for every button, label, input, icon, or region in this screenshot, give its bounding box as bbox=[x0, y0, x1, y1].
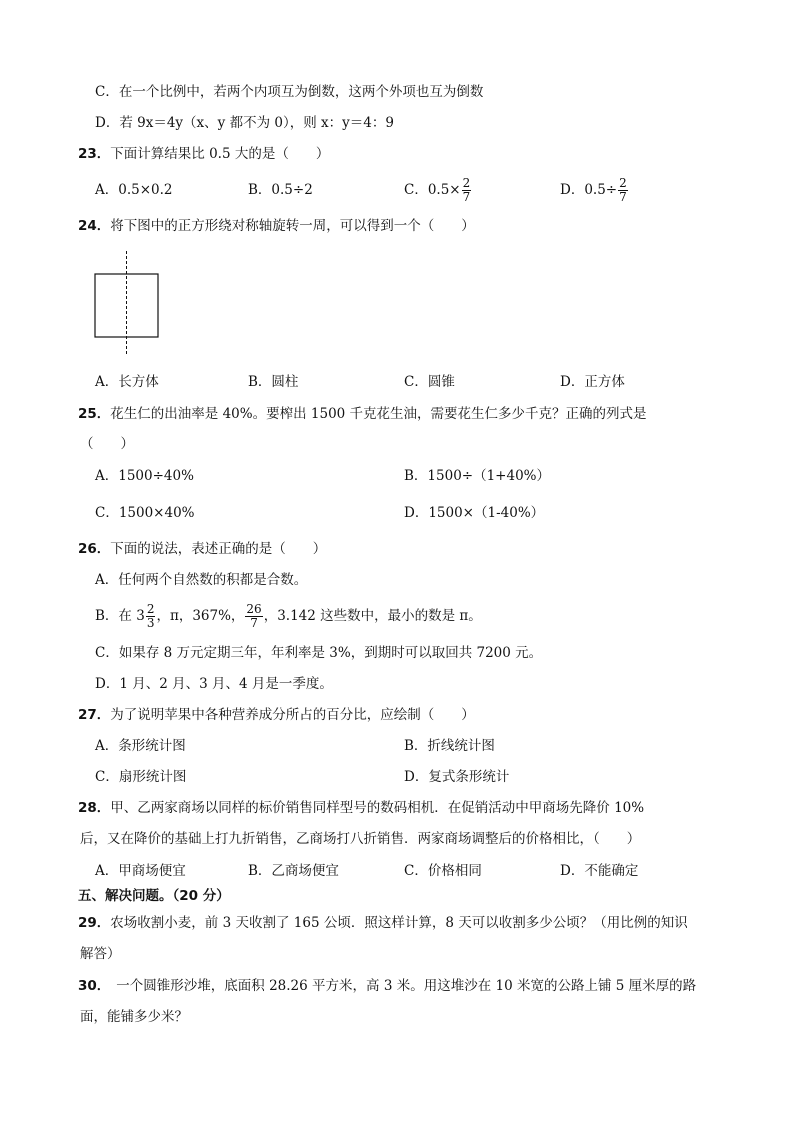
q28-number: 28． bbox=[78, 800, 111, 816]
q26-option-d: D．1 月、2 月、3 月、4 月是一季度。 bbox=[95, 676, 333, 692]
q30-text: 一个圆锥形沙堆，底面积 28.26 平方米，高 3 米。用这堆沙在 10 米宽的公路上铺 5 厘米厚的路 bbox=[116, 978, 697, 994]
q26-option-c: C．如果存 8 万元定期三年，年利率是 3%，到期时可以取回共 7200 元。 bbox=[95, 645, 543, 661]
q25-text: 花生仁的出油率是 40%。要榨出 1500 千克花生油，需要花生仁多少千克？正确的列式是 bbox=[110, 406, 647, 422]
q22-option-d: D．若 9x＝4y（x、y 都不为 0），则 x：y＝4：9 bbox=[95, 115, 394, 131]
square-with-axis-figure bbox=[90, 247, 170, 359]
q23-option-d bbox=[560, 172, 629, 208]
q27-text: 为了说明苹果中各种营养成分所占的百分比，应绘制（ ） bbox=[110, 707, 475, 723]
q27-option-b: B．折线统计图 bbox=[404, 738, 495, 754]
q26-option-b bbox=[95, 598, 482, 634]
q23-text: 下面计算结果比 0.5 大的是（ ） bbox=[110, 146, 330, 162]
q25-option-c: C．1500×40% bbox=[95, 505, 195, 521]
q26-option-b-fraction-1: $\frac{2}{3}$ bbox=[146, 602, 155, 630]
q23-option-d-fraction: $\frac{2}{7}$ bbox=[619, 176, 627, 204]
q24-option-a: A．长方体 bbox=[95, 374, 159, 390]
q26-number: 26． bbox=[78, 541, 111, 557]
q27-number: 27． bbox=[78, 707, 111, 723]
q23-stem bbox=[78, 144, 329, 164]
q24-option-b: B．圆柱 bbox=[248, 374, 299, 390]
q25-stem-cont: （ ） bbox=[80, 436, 134, 452]
q26-option-b-prefix: B．在 3 bbox=[95, 608, 145, 624]
q27-option-d: D．复式条形统计 bbox=[404, 769, 510, 785]
q23-option-c bbox=[404, 172, 472, 208]
q24-number: 24． bbox=[78, 218, 111, 234]
q30-stem-cont: 面，能铺多少米？ bbox=[80, 1009, 188, 1025]
q23-number: 23． bbox=[78, 146, 111, 162]
q28-text: 甲、乙两家商场以同样的标价销售同样型号的数码相机．在促销活动中甲商场先降价 10% bbox=[110, 800, 645, 816]
q28-stem-cont: 后，又在降价的基础上打九折销售，乙商场打八折销售．两家商场调整后的价格相比，（ ） bbox=[80, 831, 641, 847]
q25-option-a: A．1500÷40% bbox=[95, 468, 194, 484]
q26-stem bbox=[78, 539, 326, 559]
q29-stem-cont: 解答） bbox=[80, 946, 121, 962]
q26-text: 下面的说法，表述正确的是（ ） bbox=[110, 541, 327, 557]
q26-option-b-middle: ，π，367%， bbox=[156, 608, 245, 624]
q24-text: 将下图中的正方形绕对称轴旋转一周，可以得到一个（ ） bbox=[110, 218, 475, 234]
q25-option-d: D．1500×（1-40%） bbox=[404, 505, 545, 521]
q28-option-c: C．价格相同 bbox=[404, 863, 482, 879]
q30-stem bbox=[78, 976, 696, 996]
q28-option-d: D．不能确定 bbox=[560, 863, 639, 879]
q22-option-c: C．在一个比例中，若两个内项互为倒数，这两个外项也互为倒数 bbox=[95, 84, 484, 100]
section-5-heading: 五、解决问题。（20 分） bbox=[78, 888, 230, 904]
q28-option-b: B．乙商场便宜 bbox=[248, 863, 339, 879]
q25-number: 25． bbox=[78, 406, 111, 422]
q26-option-b-suffix: ，3.142 这些数中，最小的数是 π。 bbox=[263, 608, 482, 624]
q27-option-a: A．条形统计图 bbox=[95, 738, 186, 754]
q30-number: 30． bbox=[78, 978, 111, 994]
q28-option-a: A．甲商场便宜 bbox=[95, 863, 186, 879]
q26-option-a: A．任何两个自然数的积都是合数。 bbox=[95, 572, 308, 588]
q29-text: 农场收割小麦，前 3 天收割了 165 公顷．照这样计算，8 天可以收割多少公顷？（用比例的知识 bbox=[110, 915, 688, 931]
q25-stem bbox=[78, 404, 647, 424]
q23-option-d-prefix: D．0.5÷ bbox=[560, 182, 618, 198]
q29-number: 29． bbox=[78, 915, 111, 931]
q23-option-a: A．0.5×0.2 bbox=[95, 182, 173, 198]
q23-option-c-prefix: C．0.5× bbox=[404, 182, 461, 198]
q23-option-b: B．0.5÷2 bbox=[248, 182, 313, 198]
q26-option-b-fraction-2: $\frac{26}{7}$ bbox=[246, 602, 262, 630]
q27-option-c: C．扇形统计图 bbox=[95, 769, 187, 785]
q24-option-d: D．正方体 bbox=[560, 374, 625, 390]
q23-option-c-fraction: $\frac{2}{7}$ bbox=[462, 176, 471, 204]
q28-stem bbox=[78, 798, 644, 818]
q25-option-b: B．1500÷（1+40%） bbox=[404, 468, 550, 484]
q29-stem bbox=[78, 913, 688, 933]
q24-option-c: C．圆锥 bbox=[404, 374, 455, 390]
q24-stem bbox=[78, 216, 475, 236]
q27-stem bbox=[78, 705, 475, 725]
